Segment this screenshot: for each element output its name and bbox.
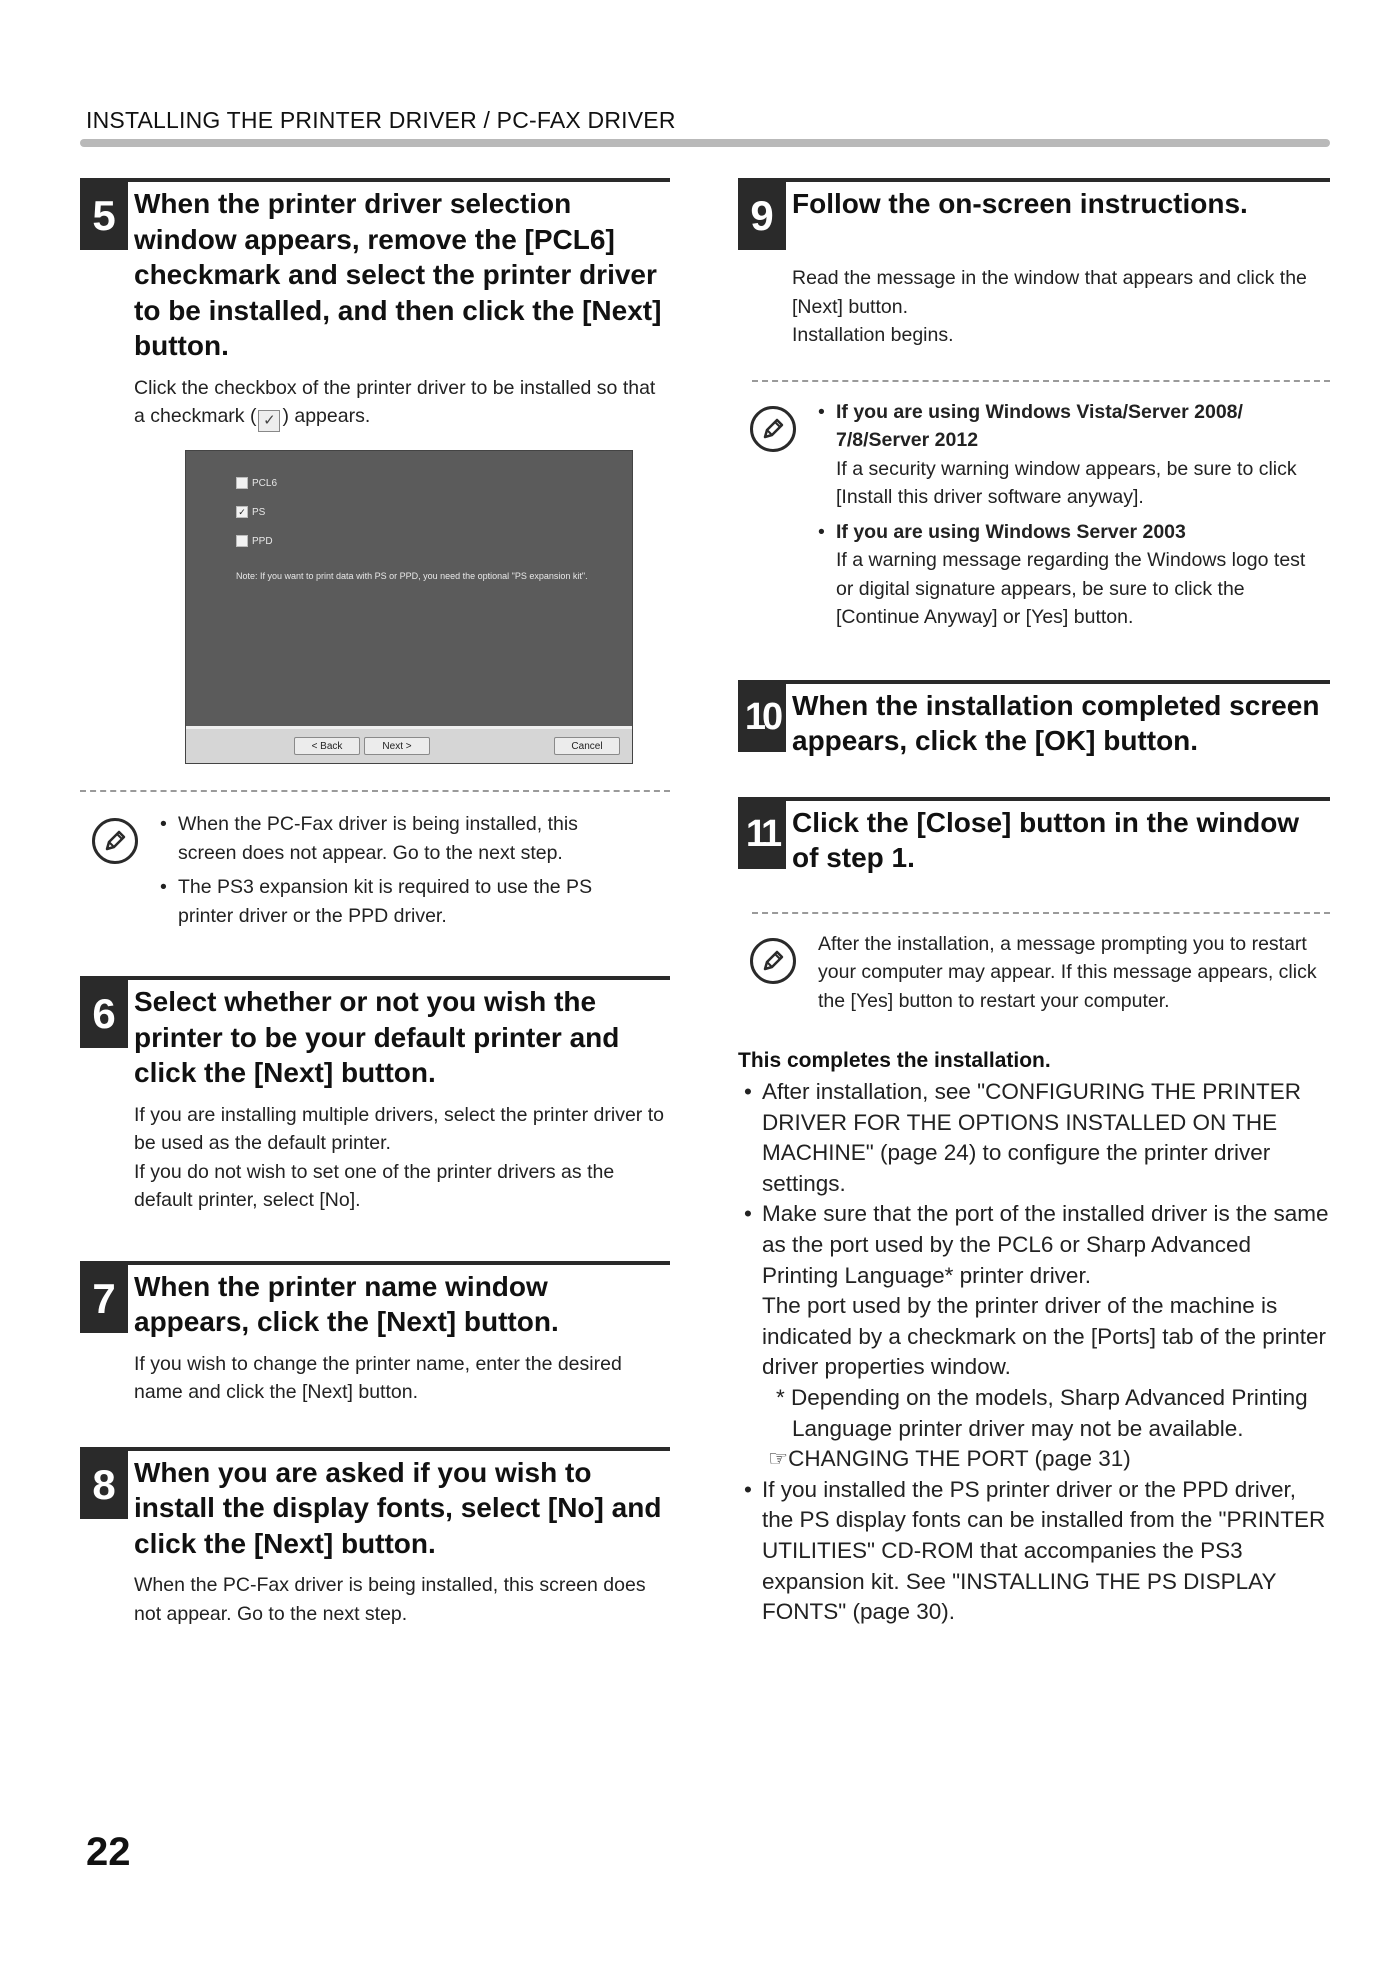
ps-checkbox: ✓	[236, 506, 248, 518]
step-5-note-divider	[80, 790, 670, 792]
left-column	[80, 178, 670, 1628]
screenshot-button-bar	[186, 726, 632, 763]
step-5-body-after: ) appears.	[282, 405, 371, 427]
step-9-note-list	[818, 398, 1318, 638]
ppd-checkbox	[236, 535, 248, 547]
step-7	[80, 1261, 670, 1407]
step-8-body: When the PC-Fax driver is being installed, this screen does not appear. Go to the next step.	[134, 1574, 646, 1625]
step-11-note-text: After the installation, a message prompting you to restart your computer may appear. If this message appears, click the [Yes] button to restart your computer.	[818, 932, 1317, 1012]
step-6-heading	[80, 976, 670, 1091]
step-11-number: 11	[738, 801, 786, 869]
step-7-heading	[80, 1261, 670, 1340]
step-9-note-divider	[752, 380, 1330, 382]
step-5-body	[134, 374, 670, 433]
step-10	[738, 680, 1330, 759]
step-9-number: 9	[738, 182, 786, 250]
cancel-button: Cancel	[554, 737, 620, 755]
option-pcl6	[236, 477, 277, 489]
step-9-body-line: Installation begins.	[792, 324, 954, 346]
step-10-title: When the installation completed screen appears, click the [OK] button.	[792, 689, 1320, 756]
step-11-heading	[738, 797, 1330, 876]
note-item: • When the PC-Fax driver is being installed, this screen does not appear. Go to the next step.	[160, 810, 630, 867]
step-9	[738, 178, 1330, 638]
step-5-note	[80, 810, 670, 936]
completion-title: This completes the installation.	[738, 1049, 1051, 1072]
step-7-number: 7	[80, 1265, 128, 1333]
completion-item-text: The port used by the printer driver of the machine is indicated by a checkmark on the [Ports] tab of the printer driver properties window.	[762, 1293, 1327, 1380]
step-7-body: If you wish to change the printer name, enter the desired name and click the [Next] button.	[134, 1352, 622, 1403]
pencil-note-icon	[92, 818, 138, 864]
page-number: 22	[86, 1830, 131, 1874]
back-button: < Back	[294, 737, 360, 755]
option-ppd	[236, 535, 273, 547]
next-button: Next >	[364, 737, 430, 755]
option-ps-label: PS	[252, 506, 266, 518]
pencil-note-icon	[750, 406, 796, 452]
step-5	[80, 178, 670, 936]
step-10-number: 10	[738, 684, 786, 752]
note-item: • The PS3 expansion kit is required to use the PS printer driver or the PPD driver.	[160, 873, 630, 930]
step-8-heading	[80, 1447, 670, 1562]
step-8-number: 8	[80, 1451, 128, 1519]
step-5-body-before: Click the checkbox of the printer driver to be installed so that a checkmark (	[134, 376, 656, 427]
header-rule	[80, 139, 1330, 147]
step-5-heading	[80, 178, 670, 364]
completion-item: • If you installed the PS printer driver or the PPD driver, the PS display fonts can be installed from the "PRINTER UTILITIES" CD-ROM that accompanies the PS3 expansion kit. See "INSTALLING THE PS DISPLAY FONTS" (page 30).	[738, 1475, 1330, 1628]
step-6	[80, 976, 670, 1215]
option-pcl6-label: PCL6	[252, 477, 278, 489]
step-6-number: 6	[80, 980, 128, 1048]
step-5-number: 5	[80, 182, 128, 250]
step-9-note	[738, 398, 1330, 638]
option-ps	[236, 506, 265, 518]
step-6-body-line: If you do not wish to set one of the printer drivers as the default printer, select [No].	[134, 1160, 615, 1211]
step-10-heading	[738, 680, 1330, 759]
note-text: If a warning message regarding the Windows logo test or digital signature appears, be sure to click the [Continue Anyway] or [Yes] button.	[836, 549, 1306, 628]
completion-list	[738, 1077, 1330, 1628]
driver-selection-screenshot	[185, 450, 633, 764]
screenshot-note: Note: If you want to print data with PS or PPD, you need the optional "PS expansion kit".	[236, 571, 588, 581]
step-9-body-line: Read the message in the window that appears and click the [Next] button.	[792, 267, 1307, 318]
step-11-title: Click the [Close] button in the window of step 1.	[792, 806, 1300, 873]
cross-reference-link[interactable]: ☞CHANGING THE PORT (page 31)	[768, 1446, 1131, 1472]
note-heading: • If you are using Windows Vista/Server 2008/ 7/8/Server 2012	[836, 400, 1243, 451]
step-6-body-line: If you are installing multiple drivers, select the printer driver to be used as the default printer.	[134, 1103, 664, 1154]
step-6-title: Select whether or not you wish the printer to be your default printer and click the [Next] button.	[134, 986, 620, 1088]
completion-section	[738, 1049, 1330, 1628]
note-heading: • If you are using Windows Server 2003	[836, 520, 1186, 543]
option-ppd-label: PPD	[252, 535, 273, 547]
step-8	[80, 1447, 670, 1629]
note-item	[818, 518, 1318, 632]
step-11-note-divider	[752, 912, 1330, 914]
footnote: * Depending on the models, Sharp Advanced Printing Language printer driver may not be available.	[776, 1384, 1308, 1441]
step-5-note-list	[160, 810, 630, 936]
step-9-title: Follow the on-screen instructions.	[792, 188, 1248, 219]
step-7-title: When the printer name window appears, click the [Next] button.	[134, 1270, 559, 1337]
completion-item	[738, 1199, 1330, 1474]
step-8-title: When you are asked if you wish to install the display fonts, select [No] and click the [Next] button.	[134, 1456, 662, 1559]
note-item	[818, 398, 1318, 512]
step-9-body	[792, 264, 1330, 350]
step-5-title: When the printer driver selection window appears, remove the [PCL6] checkmark and select the printer driver to be installed, and then click the [Next] button.	[134, 188, 662, 361]
pencil-note-icon	[750, 938, 796, 984]
step-11-note	[738, 930, 1330, 1016]
step-6-body	[134, 1101, 670, 1215]
step-11	[738, 797, 1330, 1016]
right-column	[738, 178, 1330, 1628]
pcl6-checkbox	[236, 477, 248, 489]
running-header: INSTALLING THE PRINTER DRIVER / PC-FAX DRIVER	[86, 107, 676, 133]
checkmark-icon: ✓	[258, 410, 280, 432]
completion-item-text: • Make sure that the port of the installed driver is the same as the port used by the PCL6 or Sharp Advanced Printing Language* printer driver.	[762, 1201, 1329, 1288]
step-9-heading	[738, 178, 1330, 250]
completion-item: • After installation, see "CONFIGURING THE PRINTER DRIVER FOR THE OPTIONS INSTALLED ON THE MACHINE" (page 24) to configure the printer driver settings.	[738, 1077, 1330, 1199]
note-text: If a security warning window appears, be sure to click [Install this driver software anyway].	[836, 457, 1297, 508]
